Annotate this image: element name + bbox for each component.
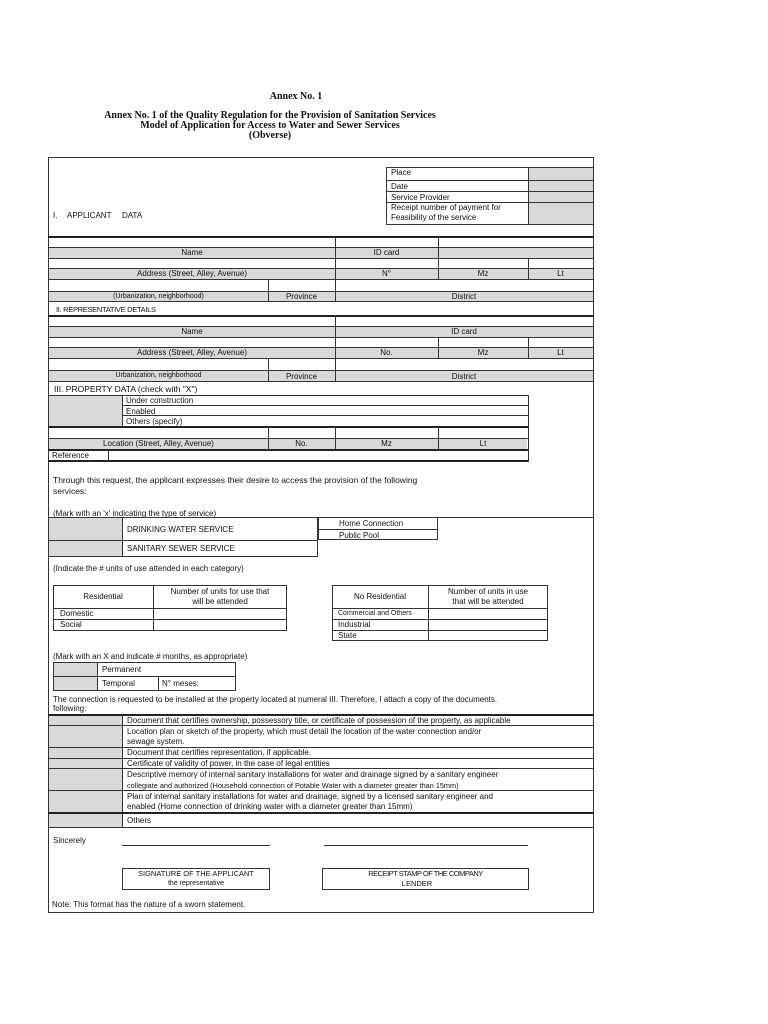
domestic-label: Domestic — [60, 609, 94, 618]
commercial-label: Commercial and Others — [338, 610, 412, 617]
s2-mz-label: Mz — [477, 348, 489, 357]
option-under-construction: Under construction — [126, 396, 194, 405]
months-note: (Mark with an X and indicate # months, as appropriate) — [53, 652, 248, 661]
s1-mz-label: Mz — [477, 269, 489, 278]
state-label: State — [338, 631, 357, 640]
signature-applicant-label: SIGNATURE OF THE APPLICANT — [138, 869, 254, 878]
doc-power-certificate: Certificate of validity of power, in the case of legal entities — [127, 759, 330, 768]
public-pool-label: Public Pool — [339, 531, 380, 540]
social-label: Social — [60, 620, 82, 629]
doc-descriptive-memory-2: collegiate and authorized (Household connection of Potable Water with a diameter greater than 15mm) — [127, 781, 459, 790]
s1-address-label: Address (Street, Alley, Avenue) — [137, 269, 247, 278]
doc-sanitary-plan: Plan of internal sanitary installations for water and drainage, signed by a licensed sanitary engineer and — [127, 792, 493, 801]
s1-id-label: ID card — [373, 248, 400, 257]
doc-representation: Document that certifies representation, if applicable. — [127, 748, 312, 757]
s1-no-label: N° — [382, 269, 391, 278]
s2-name-label: Name — [181, 327, 203, 336]
doc-location-plan: Location plan or sketch of the property, which must detail the location of the water connection and/or — [127, 727, 482, 736]
s1-urbanization-label: (Urbanization, neighborhood) — [113, 293, 204, 300]
mark-type-note: (Mark with an 'x' indicating the type of service) — [53, 509, 217, 518]
s2-urbanization-label: Urbanization, neighborhood — [115, 372, 202, 379]
nonresidential-header: No Residential — [353, 592, 407, 601]
res-units-header-1: Number of units for use that — [170, 587, 270, 596]
s2-district-label: District — [451, 372, 477, 381]
sanitary-sewer-service: SANITARY SEWER SERVICE — [127, 544, 235, 553]
feasibility-label: Feasibility of the service — [391, 213, 477, 222]
units-note: (Indicate the # units of use attended in each category) — [53, 564, 244, 573]
doc-others: Others — [127, 816, 152, 825]
section1-num: I. — [53, 211, 58, 220]
signature-representative-label: the representative — [167, 880, 225, 887]
s2-id-label: ID card — [451, 327, 477, 336]
receipt-label: Receipt number of payment for — [391, 203, 501, 212]
top-info-fill — [528, 168, 593, 224]
s1-province-label: Province — [285, 292, 318, 301]
doc-ownership: Document that certifies ownership, possessory title, or certificate of possession of the property, as applicable — [127, 716, 511, 725]
option-enabled: Enabled — [126, 407, 156, 416]
s2-province-label: Province — [285, 372, 318, 381]
industrial-label: Industrial — [338, 620, 371, 629]
section1-title-a: APPLICANT — [67, 211, 112, 220]
doc-location-plan-2: sewage system. — [127, 737, 185, 746]
section2-title: II. REPRESENTATIVE DETAILS — [56, 305, 156, 314]
doc-descriptive-memory: Descriptive memory of internal sanitary installations for water and drainage signed by a sanitary engineer — [127, 770, 499, 779]
request-line1: Through this request, the applicant expresses their desire to access the provision of the following — [53, 475, 418, 485]
permanent-label: Permanent — [102, 665, 142, 674]
sworn-statement-note: Note: This format has the nature of a sworn statement. — [52, 900, 246, 909]
s3-lt-label: Lt — [479, 439, 487, 448]
s1-district-label: District — [451, 292, 477, 301]
annex-title: Annex No. 1 — [269, 91, 323, 102]
regulation-title: Annex No. 1 of the Quality Regulation for the Provision of Sanitation Services — [104, 110, 436, 121]
s2-no-label: No. — [380, 348, 393, 357]
home-connection-label: Home Connection — [339, 519, 404, 528]
option-others: Others (specify) — [126, 417, 183, 426]
s3-no-label: No. — [295, 439, 308, 448]
s2-address-label: Address (Street, Alley, Avenue) — [137, 348, 247, 357]
connection-line2: following: — [53, 704, 87, 713]
model-title: Model of Application for Access to Water and Sewer Services — [140, 120, 400, 131]
s1-name-label: Name — [181, 248, 203, 257]
residential-header: Residential — [83, 592, 123, 601]
s3-reference-label: Reference — [52, 451, 89, 460]
provider-label: Service Provider — [391, 193, 450, 202]
company-signature-line[interactable] — [324, 845, 528, 846]
request-line2: services: — [53, 486, 87, 496]
nonres-units-header-1: Number of units in use — [447, 587, 529, 596]
nonres-units-header-2: that will be attended — [452, 597, 524, 606]
obverse-label: (Obverse) — [248, 130, 292, 141]
s1-lt-label: Lt — [557, 269, 564, 278]
res-units-header-2: will be attended — [192, 597, 248, 606]
lender-label: LENDER — [401, 879, 433, 888]
connection-line1: The connection is requested to be installed at the property located at numeral III. Therefore, I attach a copy of the documents. — [53, 695, 498, 704]
section1-title-b: DATA — [122, 211, 143, 220]
date-label: Date — [391, 182, 408, 191]
s3-location-label: Location (Street, Alley, Avenue) — [103, 439, 214, 448]
applicant-signature-line[interactable] — [122, 845, 270, 846]
receipt-stamp-label: RECEIPT STAMP OF THE COMPANY — [368, 869, 483, 878]
sincerely-label: Sincerely — [53, 836, 86, 845]
drinking-water-service: DRINKING WATER SERVICE — [127, 525, 234, 534]
months-count-label: N° meses: — [162, 679, 199, 688]
section3-title: III. PROPERTY DATA (check with "X") — [54, 384, 198, 394]
doc-sanitary-plan-2: enabled (Home connection of drinking water with a diameter greater than 15mm) — [127, 802, 413, 811]
temporal-label: Temporal — [102, 679, 135, 688]
s3-mz-label: Mz — [381, 439, 392, 448]
s2-lt-label: Lt — [557, 348, 564, 357]
place-label: Place — [391, 168, 412, 177]
